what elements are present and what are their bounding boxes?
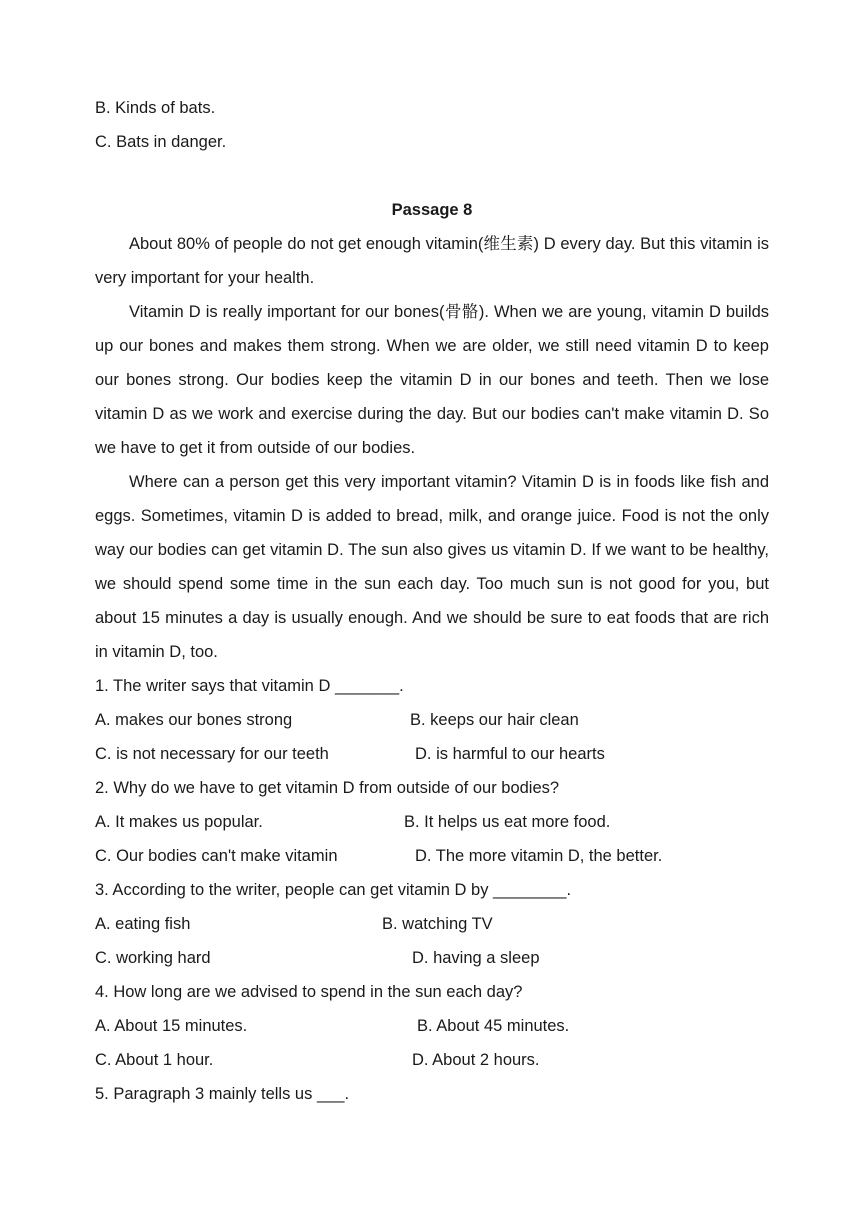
question-2-options-row-2 <box>95 839 769 873</box>
question-4-option-d: D. About 2 hours. <box>412 1051 540 1069</box>
question-1-option-a: A. makes our bones strong <box>95 711 293 729</box>
question-3-stem: 3. According to the writer, people can get vitamin D by ________. <box>95 881 572 899</box>
question-4-options-row-1 <box>95 1009 769 1043</box>
question-3-option-c: C. working hard <box>95 949 211 967</box>
question-2-option-d: D. The more vitamin D, the better. <box>415 847 663 865</box>
question-3-option-b: B. watching TV <box>382 915 493 933</box>
question-4-option-a: A. About 15 minutes. <box>95 1017 248 1035</box>
previous-option-c: C. Bats in danger. <box>95 133 227 151</box>
question-3-options-row-2 <box>95 941 769 975</box>
paragraph-3: Where can a person get this very important vitamin? Vitamin D is in foods like fish and eggs. Sometimes, vitamin D is added to bread, milk, and orange juice. Food is not the only way our bodies can get vitamin D. The sun also gives us vitamin D. If we want to be healthy, we should spend some time in the sun each day. Too much sun is not good for you, but about 15 minutes a day is usually enough. And we should be sure to eat foods that are rich in vitamin D, too. <box>95 473 769 661</box>
question-3-options-row-1 <box>95 907 769 941</box>
question-3-option-a: A. eating fish <box>95 915 191 933</box>
question-2-option-c: C. Our bodies can't make vitamin <box>95 847 338 865</box>
question-1-option-d: D. is harmful to our hearts <box>415 745 605 763</box>
question-2-options-row-1 <box>95 805 769 839</box>
question-1-option-c: C. is not necessary for our teeth <box>95 745 329 763</box>
paragraph-2: Vitamin D is really important for our bones(骨骼). When we are young, vitamin D builds up our bones and makes them strong. When we are older, we still need vitamin D to keep our bones strong. Our bodies keep the vitamin D in our bones and teeth. Then we lose vitamin D as we work and exercise during the day. But our bodies can't make vitamin D. So we have to get it from outside of our bodies. <box>95 303 769 457</box>
document-page <box>95 91 769 1111</box>
question-1-option-b: B. keeps our hair clean <box>410 711 579 729</box>
question-1-options-row-1 <box>95 703 769 737</box>
question-2-stem: 2. Why do we have to get vitamin D from outside of our bodies? <box>95 779 560 797</box>
question-2-option-a: A. It makes us popular. <box>95 813 263 831</box>
question-5-stem: 5. Paragraph 3 mainly tells us ___. <box>95 1085 350 1103</box>
question-1-stem: 1. The writer says that vitamin D _______. <box>95 677 404 695</box>
question-4-stem: 4. How long are we advised to spend in the sun each day? <box>95 983 523 1001</box>
question-4-options-row-2 <box>95 1043 769 1077</box>
question-2-option-b: B. It helps us eat more food. <box>404 813 611 831</box>
question-4-option-c: C. About 1 hour. <box>95 1051 214 1069</box>
question-4-option-b: B. About 45 minutes. <box>417 1017 570 1035</box>
question-3-option-d: D. having a sleep <box>412 949 540 967</box>
previous-option-b: B. Kinds of bats. <box>95 99 216 117</box>
question-1-options-row-2 <box>95 737 769 771</box>
passage-title: Passage 8 <box>391 201 473 219</box>
paragraph-1: About 80% of people do not get enough vitamin(维生素) D every day. But this vitamin is very important for your health. <box>95 235 769 287</box>
